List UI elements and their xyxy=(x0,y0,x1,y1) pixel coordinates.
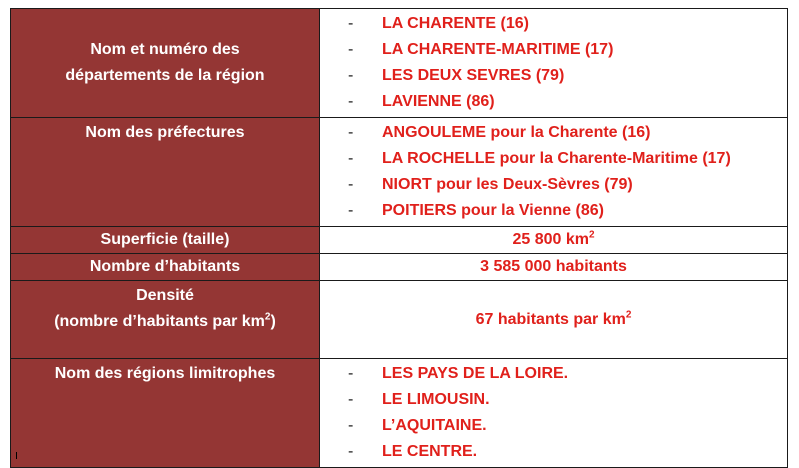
list-item: - LE LIMOUSIN. xyxy=(348,391,490,408)
value-prefectures xyxy=(320,118,788,227)
label-departements-line2: départements de la région xyxy=(65,67,265,84)
list-item: - LE CENTRE. xyxy=(348,443,478,460)
row-habitants xyxy=(11,254,788,281)
value-departements xyxy=(320,9,788,118)
value-superficie: 25 800 $km^2$ xyxy=(320,227,788,254)
value-habitants: 3 585 000 habitants xyxy=(320,254,788,281)
row-departements xyxy=(11,9,788,118)
label-habitants: Nombre d’habitants xyxy=(11,254,320,281)
row-superficie xyxy=(11,227,788,254)
row-prefectures xyxy=(11,118,788,227)
value-densite: 67 habitants par $km^2$ xyxy=(320,281,788,359)
list-item: - L’AQUITAINE. xyxy=(348,417,487,434)
label-densite: Densité (nombre d’habitants par $km^2$) xyxy=(11,281,320,359)
label-departements xyxy=(11,9,320,118)
list-item: - ANGOULEME pour la Charente (16) xyxy=(348,124,651,141)
row-regions xyxy=(11,359,788,468)
label-superficie: Superficie (taille) xyxy=(11,227,320,254)
label-departements-line1: Nom et numéro des xyxy=(90,41,240,58)
list-item: - LA CHARENTE-MARITIME (17) xyxy=(348,41,614,58)
label-prefectures: Nom des préfectures xyxy=(11,118,320,227)
list-item: - POITIERS pour la Vienne (86) xyxy=(348,202,604,219)
label-regions: Nom des régions limitrophes xyxy=(11,359,320,468)
list-item: - NIORT pour les Deux-Sèvres (79) xyxy=(348,176,633,193)
row-densite xyxy=(11,281,788,359)
list-item: - LAVIENNE (86) xyxy=(348,93,495,110)
list-item: - LES PAYS DE LA LOIRE. xyxy=(348,365,569,382)
region-info-table xyxy=(10,8,788,468)
text-cursor xyxy=(16,452,17,459)
list-item: - LA CHARENTE (16) xyxy=(348,15,529,32)
list-item: - LES DEUX SEVRES (79) xyxy=(348,67,565,84)
value-regions xyxy=(320,359,788,468)
list-item: - LA ROCHELLE pour la Charente-Maritime (17) xyxy=(348,150,731,167)
